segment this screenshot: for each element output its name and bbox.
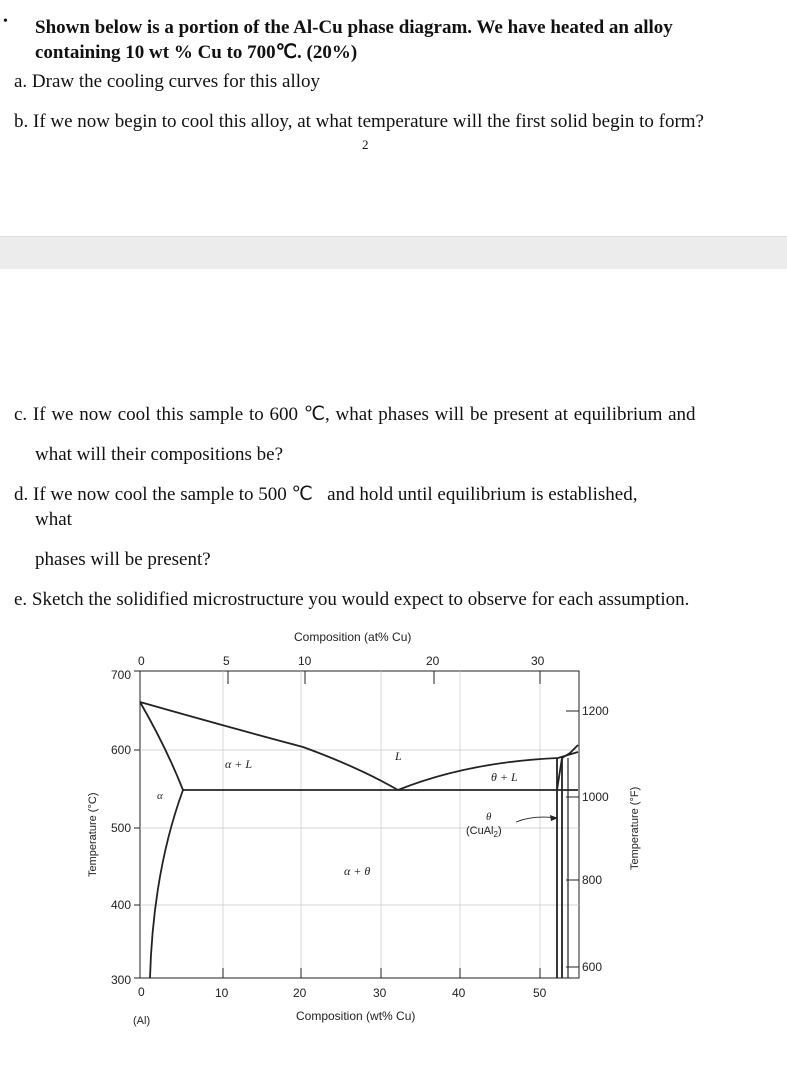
left-tick-label: 600 <box>111 743 132 757</box>
grid-lines <box>140 671 579 978</box>
page-number: 2 <box>362 137 369 152</box>
liquidus-theta <box>398 752 578 790</box>
bottom-tick-label: 0 <box>138 985 145 999</box>
solvus-alpha <box>150 790 183 978</box>
question-part-d-line2: what <box>35 509 72 530</box>
phase-label-alpha-theta: α + θ <box>344 864 371 878</box>
bottom-sub-label: (Al) <box>133 1015 151 1027</box>
right-tick-label: 1000 <box>582 790 609 804</box>
top-tick-label: 20 <box>426 654 440 668</box>
top-tick-label: 10 <box>298 654 312 668</box>
liquidus-alpha <box>140 702 398 790</box>
bottom-tick-label: 50 <box>533 986 547 1000</box>
question-part-e: e. Sketch the solidified microstructure you would expect to observe for each assumption. <box>14 589 690 610</box>
question-part-b: b. If we now begin to cool this alloy, at what temperature will the first solid begin to form? <box>14 111 704 132</box>
question-intro-line1: Shown below is a portion of the Al-Cu phase diagram. We have heated an alloy <box>35 17 673 38</box>
bullet-mark: • <box>3 14 8 29</box>
left-tick-label: 300 <box>111 973 132 987</box>
left-tick-label: 400 <box>111 898 132 912</box>
top-tick-label: 0 <box>138 654 145 668</box>
phase-label-theta: θ <box>486 811 492 823</box>
right-tick-label: 1200 <box>582 704 609 718</box>
phase-label-alpha-liquid: α + L <box>225 757 253 771</box>
bottom-axis-title: Composition (wt% Cu) <box>296 1009 416 1023</box>
top-axis-title: Composition (at% Cu) <box>294 630 412 644</box>
right-axis-title: Temperature (°F) <box>629 786 641 870</box>
bottom-tick-label: 20 <box>293 986 307 1000</box>
left-axis-title: Temperature (°C) <box>87 792 99 877</box>
question-part-d-line3: phases will be present? <box>35 549 211 570</box>
question-part-d-line1: d. If we now cool the sample to 500 ℃ and hold until equilibrium is established, <box>14 484 638 505</box>
question-part-a: a. Draw the cooling curves for this alloy <box>14 71 321 92</box>
top-tick-label: 5 <box>223 654 230 668</box>
right-tick-label: 800 <box>582 873 603 887</box>
phase-label-theta-liquid: θ + L <box>491 770 518 784</box>
phase-boundaries <box>140 702 578 978</box>
top-tick-label: 30 <box>531 654 545 668</box>
bottom-tick-label: 10 <box>215 986 229 1000</box>
phase-label-theta-formula: (CuAl$_2$) <box>466 825 502 839</box>
plot-frame <box>140 671 579 978</box>
al-cu-phase-diagram <box>78 622 678 1032</box>
phase-label-liquid: L <box>395 749 402 763</box>
bottom-tick-label: 40 <box>452 986 466 1000</box>
tick-marks <box>134 671 579 978</box>
solidus-alpha <box>140 702 183 790</box>
right-tick-label: 600 <box>582 960 603 974</box>
left-tick-label: 500 <box>111 821 132 835</box>
left-tick-label: 700 <box>111 668 132 682</box>
bottom-tick-label: 30 <box>373 986 387 1000</box>
phase-label-alpha: α <box>157 790 163 802</box>
question-part-c-line1: c. If we now cool this sample to 600 ℃, what phases will be present at equilibrium and <box>14 404 696 425</box>
question-part-c-line2: what will their compositions be? <box>35 444 284 465</box>
page-break <box>0 236 787 269</box>
question-intro-line2: containing 10 wt % Cu to 700℃. (20%) <box>35 42 358 63</box>
